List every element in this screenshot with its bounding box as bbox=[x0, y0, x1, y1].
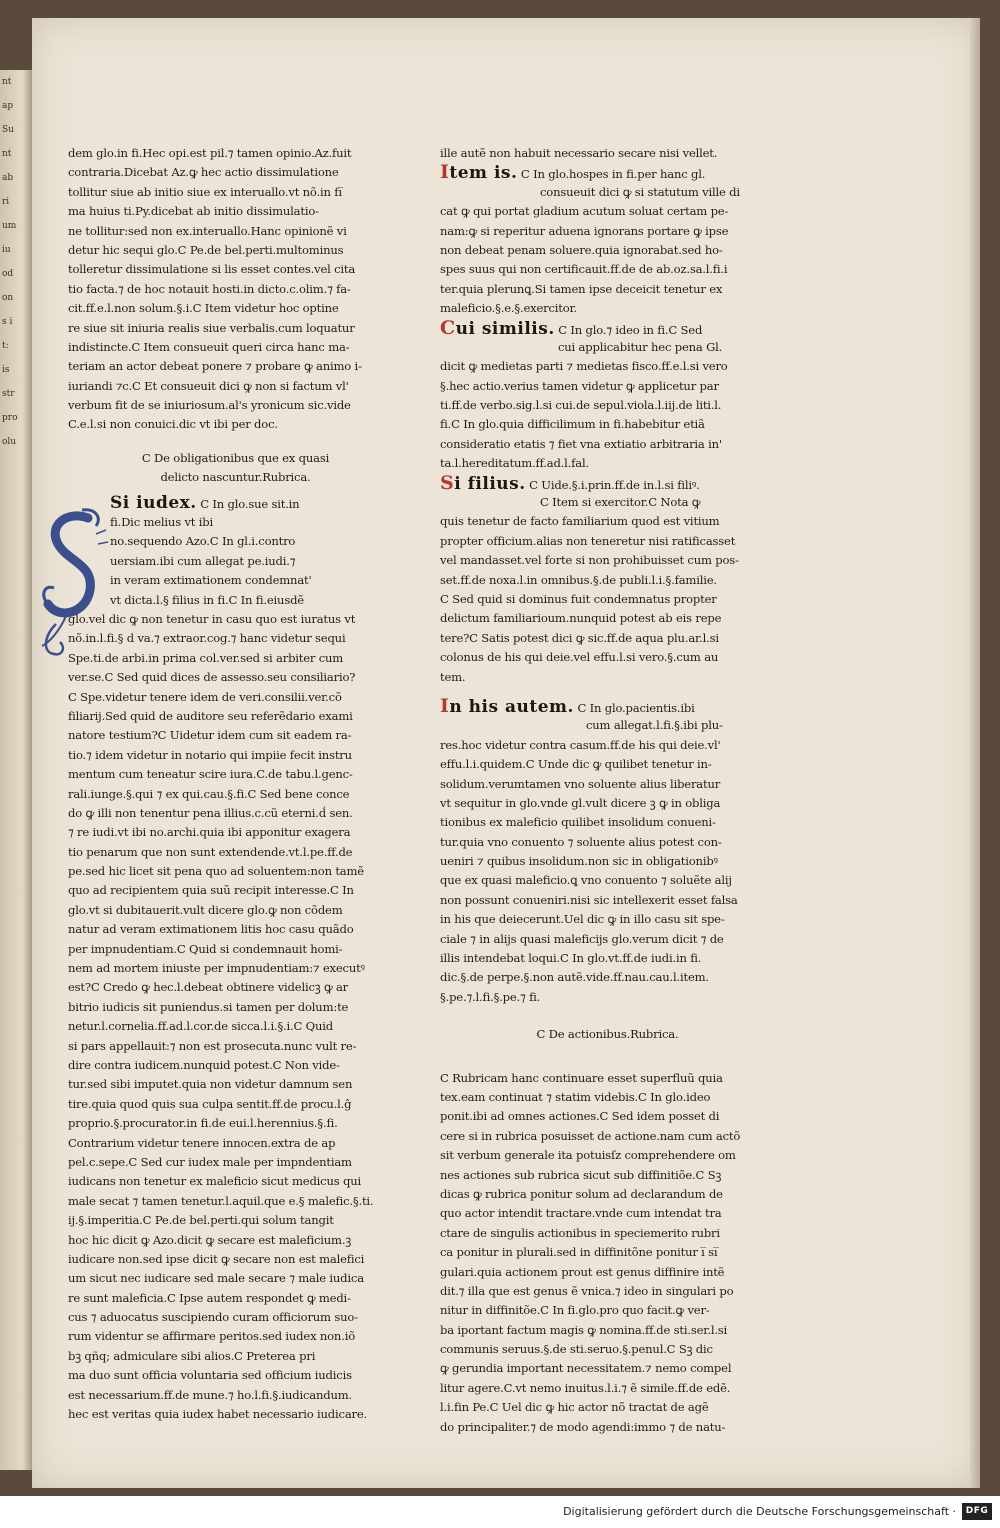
text-line: dicit ꝙ medietas parti ⁊ medietas fisco.ff.e.l.si vero bbox=[440, 359, 728, 374]
text-line: que ex quasi maleficio.ꝗ vno conuento ⁊ soluẽte alij bbox=[440, 873, 732, 888]
lemma-line bbox=[440, 163, 775, 182]
facing-page-fragment: nt bbox=[2, 77, 12, 87]
text-line: maleficio.§.e.§.exercitor. bbox=[440, 301, 578, 316]
section-si-filius bbox=[440, 474, 775, 687]
text-line: tire.quia quod quis sua culpa sentit.ff.de procu.l.ĝ bbox=[68, 1096, 352, 1111]
section-si-iudex bbox=[68, 494, 403, 1425]
rubric-heading-de-obligationibus bbox=[68, 449, 403, 488]
text-line: nitur in diffinitõe.C In fi.glo.pro quo facit.ꝙ ver- bbox=[440, 1303, 710, 1318]
facing-page-fragment: str bbox=[2, 389, 15, 399]
facing-page-fragment: um bbox=[2, 221, 17, 231]
text-line: litur agere.C.vt nemo inuitus.l.i.⁊ ẽ simile.ff.de edẽ. bbox=[440, 1380, 731, 1395]
lemma-item-is: Item is. bbox=[440, 163, 518, 183]
facing-page-fragment: nt bbox=[2, 149, 12, 159]
text-line: ctare de singulis actionibus in speciemerito rubri bbox=[440, 1225, 720, 1240]
lemma-line bbox=[440, 697, 775, 716]
text-line: iuriandi ⁊c.C Et consueuit dici ꝙ non si factum vl' bbox=[68, 378, 349, 393]
text-line: communis seruus.§.de sti.seruo.§.penul.C Sꝫ dic bbox=[440, 1342, 713, 1357]
text-line: bitrio iudicis sit puniendus.si tamen per dolum:te bbox=[68, 999, 349, 1014]
text-line: tur.sed sibi imputet.quia non videtur damnum sen bbox=[68, 1077, 353, 1092]
text-line: ta.l.hereditatum.ff.ad.l.fal. bbox=[440, 456, 589, 471]
text-line: C Rubricam hanc continuare esset superfluũ quia bbox=[440, 1070, 723, 1085]
text-line: vel mandasset.vel forte si non prohibuisset cum pos- bbox=[440, 553, 739, 568]
text-line: iudicans non tenetur ex maleficio sicut medicus qui bbox=[68, 1174, 361, 1189]
text-line: C Spe.videtur tenere idem de veri.consilii.ver.cõ bbox=[68, 689, 342, 704]
text-line: per impnudentiam.C Quid si condemnauit homi- bbox=[68, 941, 343, 956]
text-line: re siue sit iniuria realis siue verbalis.cum loquatur bbox=[68, 320, 355, 335]
text-line: ueniri ⁊ quibus insolidum.non sic in obligationibꝰ bbox=[440, 854, 718, 869]
lemma-line bbox=[110, 494, 403, 513]
text-line: dic.§.de perpe.§.non autẽ.vide.ff.nau.cau.l.item. bbox=[440, 970, 709, 985]
text-line: in veram extimationem condemnat' bbox=[110, 573, 312, 588]
text-line: tolleretur dissimulatione si lis esset contes.vel cita bbox=[68, 262, 356, 277]
lemma-line bbox=[440, 474, 775, 493]
text-line: mentum cum teneatur scire iura.C.de tabu.l.genc- bbox=[68, 767, 353, 782]
text-line: quis tenetur de facto familiarium quod est vitium bbox=[440, 514, 720, 529]
text-line: hec est veritas quia iudex habet necessario iudicare. bbox=[68, 1407, 368, 1422]
section-in-his-autem bbox=[440, 697, 775, 1007]
text-line: nõ.in.l.fi.§ d va.⁊ extraor.cog.⁊ hanc videtur sequi bbox=[68, 631, 346, 646]
text-line: gulari.quia actionem prout est genus diffinire intẽ bbox=[440, 1264, 725, 1279]
text-line: dicas ꝙ rubrica ponitur solum ad declarandum de bbox=[440, 1186, 723, 1201]
text-line: ter.quia plerunꝗ.Si tamen ipse deceicit tenetur ex bbox=[440, 281, 723, 296]
text-line: tionibus ex maleficio quilibet insolidum conueni- bbox=[440, 815, 716, 830]
text-line: cere si in rubrica posuisset de actione.nam cum actõ bbox=[440, 1128, 741, 1143]
text-line: res.hoc videtur contra casum.ff.de his qui deie.vl' bbox=[440, 737, 721, 752]
text-line: do principaliter.⁊ de modo agendi:immo ⁊ de natu- bbox=[440, 1419, 726, 1434]
lemma-gloss-2: cui applicabitur hec pena Gl. bbox=[558, 339, 723, 354]
right-first-line: ille autẽ non habuit necessario secare nisi vellet. bbox=[440, 146, 718, 160]
text-line: spes suus qui non certificauit.ff.de de ab.oz.sa.l.fi.i bbox=[440, 262, 728, 277]
text-line: um sicut nec iudicare sed male secare ⁊ male iudica bbox=[68, 1271, 364, 1286]
text-line: ver.se.C Sed quid dices de assesso.seu consiliario? bbox=[68, 670, 356, 685]
text-line: l.i.fin Pe.C Uel dic ꝙ hic actor nõ tractat de agẽ bbox=[440, 1400, 709, 1415]
lemma-gloss: C In glo.hospes in fi.per hanc gl. bbox=[520, 167, 706, 182]
text-line: vt dicta.l.§ filius in fi.C In fi.eiusdẽ bbox=[110, 592, 304, 607]
text-line: no.sequendo Azo.C In gl.i.contro bbox=[110, 534, 296, 549]
text-line: ciale ⁊ in alijs quasi maleficijs glo.verum dicit ⁊ de bbox=[440, 931, 724, 946]
lemma-cui-similis: Cui similis. bbox=[440, 318, 555, 338]
text-line: C Sed quid si dominus fuit condemnatus propter bbox=[440, 591, 717, 606]
text-line: rum videntur se affirmare peritos.sed iudex non.iõ bbox=[68, 1329, 355, 1344]
text-line: tio facta.⁊ de hoc notauit hosti.in dicto.c.olim.⁊ fa- bbox=[68, 281, 351, 296]
facing-page-fragment: Su bbox=[2, 125, 14, 135]
lemma-gloss-2: cum allegat.l.fi.§.ibi plu- bbox=[586, 718, 723, 733]
text-line: ⁊ re iudi.vt ibi no.archi.quia ibi apponitur exagera bbox=[68, 825, 351, 840]
footer-credit: Digitalisierung gefördert durch die Deutsche Forschungsgemeinschaft · bbox=[563, 1505, 956, 1518]
text-line: dem glo.in fi.Hec opi.est pil.⁊ tamen opinio.Az.fuit bbox=[68, 146, 352, 160]
right-text-column bbox=[440, 144, 775, 1437]
text-line: ba iportant factum magis ꝙ nomina.ff.de sti.ser.l.si bbox=[440, 1322, 728, 1337]
text-line: cit.ff.e.l.non solum.§.i.C Item videtur hoc optine bbox=[68, 301, 339, 316]
text-line: in his que deiecerunt.Uel dic ꝙ in illo casu sit spe- bbox=[440, 912, 725, 927]
text-line: dit.⁊ illa que est genus ẽ vnica.⁊ ideo in singulari po bbox=[440, 1283, 734, 1298]
facing-page-fragment: t: bbox=[2, 341, 9, 351]
text-line: natur ad veram extimationem litis hoc casu quãdo bbox=[68, 922, 354, 937]
text-line: tio.⁊ idem videtur in notario qui impiie fecit instru bbox=[68, 747, 352, 762]
text-line: cat ꝙ qui portat gladium acutum soluat certam pe- bbox=[440, 204, 729, 219]
rubric-heading-line-2: delicto nascuntur.Rubrica. bbox=[160, 470, 311, 485]
facing-page-fragment: on bbox=[2, 293, 14, 303]
text-line: bꝫ qñq; admiculare sibi alios.C Preterea pri bbox=[68, 1348, 316, 1363]
facing-page-fragment: iu bbox=[2, 245, 11, 255]
text-line: pe.sed hic licet sit pena quo ad soluentem:non tamẽ bbox=[68, 864, 364, 879]
text-line: tio penarum que non sunt extendende.vt.l.pe.ff.de bbox=[68, 844, 353, 859]
text-line: si pars appellauit:⁊ non est prosecuta.nunc vult re- bbox=[68, 1038, 357, 1053]
text-line: quo actor intendit tractare.vnde cum intendat tra bbox=[440, 1206, 722, 1221]
rubric-heading-line-1: C De obligationibus que ex quasi bbox=[141, 450, 330, 465]
text-line: ꝙ gerundia important necessitatem.⁊ nemo compel bbox=[440, 1361, 732, 1376]
text-line: cus ⁊ aduocatus suscipiendo curam officiorum suo- bbox=[68, 1310, 358, 1325]
facing-page-fragment: s i bbox=[2, 317, 13, 327]
text-line: teriam an actor debeat ponere ⁊ probare ꝙ animo i- bbox=[68, 359, 362, 374]
text-line: sit verbum generale ita potuisſz comprehendere om bbox=[440, 1148, 736, 1163]
left-text-column bbox=[68, 144, 403, 1424]
text-line: quo ad recipientem quia suũ recipit interesse.C In bbox=[68, 883, 354, 898]
lemma-gloss: C In glo.pacientis.ibi bbox=[577, 700, 695, 715]
si-filius-text bbox=[440, 512, 775, 687]
text-line: tem. bbox=[440, 669, 466, 684]
text-line: Spe.ti.de arbi.in prima col.ver.sed si arbiter cum bbox=[68, 650, 344, 665]
left-column-opening-text bbox=[68, 144, 403, 435]
text-line: §.hec actio.verius tamen videtur ꝙ applicetur par bbox=[440, 378, 719, 393]
lemma-gloss-2: consueuit dici ꝙ si statutum ville di bbox=[540, 184, 740, 199]
text-line: delictum familiarioum.nunquid potest ab eis repe bbox=[440, 611, 722, 626]
facing-page-fragment: olu bbox=[2, 437, 17, 447]
text-line: natore testium?C Uidetur idem cum sit eadem ra- bbox=[68, 728, 352, 743]
section-cui-similis bbox=[440, 319, 775, 474]
text-line: verbum fit de se iniuriosum.al's yronicum sic.vide bbox=[68, 398, 351, 413]
text-line: contraria.Dicebat Az.ꝙ hec actio dissimulatione bbox=[68, 165, 339, 180]
digitization-footer bbox=[0, 1496, 1000, 1528]
text-line: nam:ꝙ si reperitur aduena ignorans portare ꝙ ipse bbox=[440, 223, 729, 238]
text-line: set.ff.de noxa.l.in omnibus.§.de publi.l.i.§.familie. bbox=[440, 572, 717, 587]
text-line: fi.C In glo.quia difficilimum in fi.habebitur etiã bbox=[440, 417, 705, 432]
text-line: tere?C Satis potest dici ꝙ sic.ff.de aqua plu.ar.l.si bbox=[440, 630, 719, 645]
text-line: ij.§.imperitia.C Pe.de bel.perti.qui solum tangit bbox=[68, 1213, 334, 1228]
text-line: do ꝙ illi non tenentur pena illius.c.cũ eterni.ḋ sen. bbox=[68, 805, 353, 820]
lemma-gloss-2: C Item si exercitor.C Nota ꝙ bbox=[540, 495, 701, 510]
text-line: male secat ⁊ tamen tenetur.l.aquil.que e.§ malefic.§.ti. bbox=[68, 1193, 374, 1208]
text-line: §.pe.⁊.l.fi.§.pe.⁊ fi. bbox=[440, 989, 541, 1004]
text-line: ponit.ibi ad omnes actiones.C Sed idem posset di bbox=[440, 1109, 720, 1124]
text-line: est necessarium.ff.de mune.⁊ ho.l.fi.§.iudicandum. bbox=[68, 1387, 353, 1402]
text-line: C.e.l.si non conuici.dic vt ibi per doc. bbox=[68, 417, 278, 432]
text-line: ti.ff.de verbo.sig.l.si cui.de sepul.viola.l.iij.de liti.l. bbox=[440, 398, 722, 413]
decorated-initial-s bbox=[36, 504, 111, 664]
text-line: vt sequitur in glo.vnde gl.vult dicere ꝫ ꝙ in obliga bbox=[440, 795, 721, 810]
section-item-is bbox=[440, 163, 775, 318]
cui-similis-text bbox=[440, 357, 775, 473]
text-line: non debeat penam soluere.quia ignorabat.sed ho- bbox=[440, 242, 723, 257]
facing-page-fragment: pro bbox=[2, 413, 18, 423]
text-line: nes actiones sub rubrica sicut sub diffinitiõe.C Sꝫ bbox=[440, 1167, 722, 1182]
lemma-si-iudex: Si iudex. bbox=[110, 493, 197, 513]
text-line: pel.c.sepe.C Sed cur iudex male per impndentiam bbox=[68, 1154, 352, 1169]
lemma-gloss: C In glo.⁊ ideo in fi.C Sed bbox=[558, 322, 703, 337]
iudex-indented-lines bbox=[110, 513, 403, 610]
facing-page-fragment: ri bbox=[2, 197, 10, 207]
text-line: detur hic sequi glo.C Pe.de bel.perti.multominus bbox=[68, 242, 344, 257]
facing-page-fragment: od bbox=[2, 269, 14, 279]
lemma-gloss: C Uide.§.i.prin.ff.de in.l.si filiꝰ. bbox=[529, 477, 700, 492]
de-actionibus-text bbox=[440, 1069, 775, 1437]
lemma-in-his-autem: In his autem. bbox=[440, 696, 574, 717]
book-page bbox=[32, 18, 980, 1488]
text-line: glo.vt si dubitauerit.vult dicere glo.ꝙ non cõdem bbox=[68, 902, 343, 917]
text-line: non possunt conueniri.nisi sic intellexerit esset falsa bbox=[440, 892, 738, 907]
text-line: ma huius ti.Py.dicebat ab initio dissimulatio- bbox=[68, 204, 319, 219]
text-line: proprio.§.procurator.in fi.de eui.l.herennius.§.fi. bbox=[68, 1116, 338, 1131]
dfg-logo: DFG bbox=[962, 1503, 992, 1520]
text-line: fi.Dic melius vt ibi bbox=[110, 515, 213, 530]
text-line: ma duo sunt officia voluntaria sed officium iudicis bbox=[68, 1368, 352, 1383]
rubric-heading-de-actionibus: C De actionibus.Rubrica. bbox=[536, 1027, 679, 1042]
in-his-autem-text bbox=[440, 736, 775, 1007]
text-line: nem ad mortem iniuste per impnudentiam:⁊ executꝰ bbox=[68, 961, 365, 976]
text-line: hoc hic dicit ꝙ Azo.dicit ꝙ secare est maleficium.ꝫ bbox=[68, 1232, 352, 1247]
text-line: colonus de his qui deie.vel effu.l.si vero.§.cum au bbox=[440, 650, 719, 665]
lemma-gloss: C In glo.sue sit.in bbox=[200, 496, 300, 511]
text-line: glo.vel dic ꝙ non tenetur in casu quo est iuratus vt bbox=[68, 612, 356, 627]
text-line: indistincte.C Item consueuit queri circa hanc ma- bbox=[68, 339, 350, 354]
text-line: dire contra iudicem.nunquid potest.C Non vide- bbox=[68, 1058, 340, 1072]
text-line: ca ponitur in plurali.sed in diffinitõne ponitur i̅ si̅ bbox=[440, 1245, 718, 1260]
text-line: solidum.verumtamen vno soluente alius liberatur bbox=[440, 776, 721, 791]
item-is-text bbox=[440, 202, 775, 318]
text-line: consideratio etatis ⁊ fiet vna extiatio arbitraria in' bbox=[440, 436, 722, 451]
facing-page-edge bbox=[0, 70, 32, 1470]
facing-page-fragment: is bbox=[2, 365, 10, 375]
lemma-line bbox=[440, 319, 775, 338]
text-line: est?C Credo ꝙ hec.l.debeat obtinere videlicꝫ ꝙ ar bbox=[68, 980, 349, 995]
page-fore-edge bbox=[970, 18, 980, 1488]
facing-page-fragment: ap bbox=[2, 101, 14, 111]
text-line: tex.eam continuat ⁊ statim videbis.C In glo.ideo bbox=[440, 1089, 711, 1104]
text-line: re sunt maleficia.C Ipse autem respondet ꝙ medi- bbox=[68, 1290, 351, 1305]
text-line: uersiam.ibi cum allegat pe.iudi.⁊ bbox=[110, 553, 296, 568]
text-line: illis intendebat loqui.C In glo.vt.ff.de iudi.in fi. bbox=[440, 951, 702, 966]
text-line: effu.l.i.quidem.C Unde dic ꝙ quilibet tenetur in- bbox=[440, 757, 712, 772]
text-line: tur.quia vno conuento ⁊ soluente alius potest con- bbox=[440, 834, 722, 849]
lemma-si-filius: Si filius. bbox=[440, 473, 526, 494]
text-line: Contrarium videtur tenere innocen.extra de ap bbox=[68, 1135, 336, 1150]
text-line: propter officium.alias non teneretur nisi ratificasset bbox=[440, 533, 736, 548]
text-line: iudicare non.sed ipse dicit ꝙ secare non est malefici bbox=[68, 1251, 365, 1266]
text-line: tollitur siue ab initio siue ex interuallo.vt nõ.in fi̅ bbox=[68, 184, 342, 199]
text-line: rali.iunge.§.qui ⁊ ex qui.cau.§.fi.C Sed bene conce bbox=[68, 786, 350, 801]
text-line: filiarij.Sed quid de auditore seu referẽdario exami bbox=[68, 708, 353, 723]
facing-page-fragment: ab bbox=[2, 173, 14, 183]
text-line: ne tollitur:sed non ex.interuallo.Hanc opinionẽ vi bbox=[68, 223, 347, 238]
text-line: netur.l.cornelia.ff.ad.l.cor.de sicca.l.i.§.i.C Quid bbox=[68, 1019, 333, 1034]
left-column-body-text bbox=[68, 610, 403, 1424]
